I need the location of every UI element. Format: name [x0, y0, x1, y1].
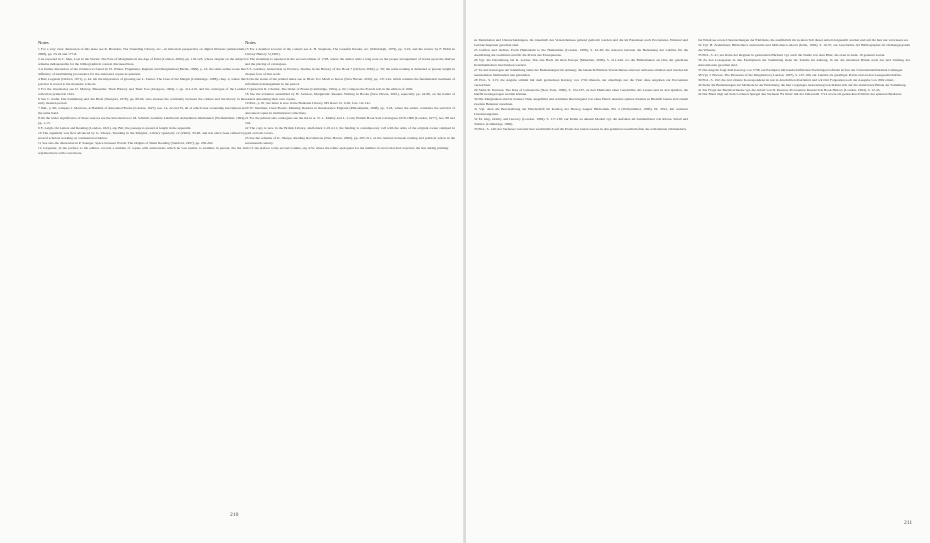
column-heading: Notes: [38, 40, 49, 45]
footnote: 24 Cf. the preface to the second volume, sig. A3v, where the editor apologises for the number of errors that had crept into the text during printing.: [245, 146, 449, 151]
footnote: 23 See the remarks of K. Sharpe, Reading Revolutions (New Haven, 2000), pp. 295-311, on the relation between reading and political action in the seventeenth century.: [245, 136, 455, 146]
footnote: 34 Vgl. H. Zedelmaier, Bibliotheca universalis und bibliotheca selecta (Köln, 1992), S. 19-37, zur Geschichte der Bibliographie als Ordnungssystem des Wissens.: [698, 42, 910, 52]
footnote: 13 For a detailed account of the context see A. B. Stephens, The Grateful Reader, etc. (Edinburgh, 1979), pp. 3-19, and the review by F. Holm in Library History 5 (1981).: [245, 47, 455, 56]
footnote: 17 Quoted in R. Chartier, The Order of Books (Cambridge, 1994), p. 62; compare the French text in the edition of 1692.: [245, 86, 414, 91]
page-number-left: 210: [230, 512, 239, 518]
right-page-column-2: [698, 38, 910, 97]
footnote: 38 Vgl. J. Brewer, The Pleasures of the Imagination (London, 1997), S. 167-190, zur Lektüre als geselliger Praxis und zu den Lesegesellschaften.: [698, 72, 902, 77]
footnote: 33 Ebd., S. 140; der Verfasser verweist hier ausdrücklich auf die Praxis des lauten Lesens in den gelehrten Gesellschaften des achtzehnten Jahrhunderts.: [474, 127, 687, 132]
right-page: [466, 0, 930, 543]
footnote: 3 A further discussion of the evidence is found in: H. Winter, Fragmente, Register und Marginalien (Berlin, 1999), p. 41; the same author notes the difficulty of establishing provenance for the annotated copies in question.: [38, 66, 245, 76]
footnote: 1 For a very clear discussion of this issue see R. Brandon, The Unending Library, etc., an historical perspective on digital libraries (Amsterdam, 2008), pp. 23-24 and 177-8.: [38, 47, 245, 56]
left-page-column-2: [245, 40, 455, 151]
footnote: 21 For the printed sale catalogues see the list in A. N. L. Munby and L. Coral, British Book Sale Catalogues 1676-1800 (London, 1977), nos. 88 and 104.: [245, 116, 455, 126]
footnote: 27 Zu den Katalogen der Sammlung siehe die Bemerkungen im Anhang; die handschriftlichen Verzeichnisse sind nur teilweise erhalten und wurden im neunzehnten Jahrhundert neu gebunden.: [474, 67, 688, 77]
footnote: 14 The statement is repeated in the second edition of 1728, where the author adds a long note on the proper arrangement of books upon the shelves and the placing of catalogues.: [245, 56, 455, 66]
column-heading: Notes: [245, 40, 256, 45]
footnote: 11 See also the discussion in P. Saenger, Space between Words: The Origins of Silent Reading (Stanford, 1997), pp. 256-262.: [38, 141, 214, 146]
footnote: 28 Ebd., S. 213; die Angabe stimmt mit dem gedruckten Katalog von 1704 überein, der allerdings nur die Titel ohne Angaben zur Provenienz verzeichnet.: [474, 77, 688, 87]
footnote: 9 E. Leigh, On Letters and Reading (London, 1621), sig. B2r; the passage is quoted at length in the appendix.: [38, 126, 192, 131]
footnote: bis Windrose sowie Untersuchungen der Einbände, die ausführlich im zweiten Teil dieser Arbeit dargestellt werden und auf die hier nur verwiesen sei.: [698, 38, 909, 42]
footnote: 19 Ibid., p. 81; the letter is now in the Bodleian Library, MS Rawl. D. 1120, fols. 12r-14v.: [245, 101, 371, 106]
footnote: 41 Zur Frage der Besitzvermerke vgl. die Arbeit von D. Pearson, Provenance Research in Book History (London, 1994), S. 12-45.: [698, 87, 881, 92]
right-page-column-1: [474, 38, 688, 132]
footnote: 20 W. Sherman, Used Books: Marking Readers in Renaissance England (Philadelphia, 2008), pp. 3-24, where the author considers the survival of annotated copies in institutional collections.: [245, 106, 455, 116]
footnote: 39 Ebd., S. 192; die dort zitierte Korrespondenz ist nur in Abschriften überliefert und wird im Folgenden nach der Ausgabe von 1802 zitiert.: [698, 77, 895, 82]
footnote: 5 For the inventories see D. Murray, Museums: Their History and Their Use (Glasgow, 1904), i. pp. 211-219, and the catalogue of the Leiden collection printed in 1612.: [38, 86, 245, 96]
footnote: 36 Zu den Lesespuren in den Exemplaren der Sammlung siehe die Tabelle im Anhang, in der die einzelnen Bände nach Art und Umfang der Annotationen geordnet sind.: [698, 57, 910, 67]
footnote: 40 Siehe die Bemerkungen zur Methode in der Einleitung; die hier vorgelegte Auswertung beschränkt sich auf die datierbaren Bände der Sammlung.: [698, 82, 907, 87]
footnote: zu Merkmalen und Unterscheidungen, die innerhalb des Verzeichnisses geltend gemacht werden und die im Einzelnen nach Provenienz, Einband und Gebrauchsspuren geordnet sind.: [474, 38, 688, 47]
footnote: 32 M. Ong, Orality and Literacy (London, 1982), S. 117-138; zur Kritik an diesem Modell vgl. die Aufsätze im Sammelband von Raven, Small und Tadmor (Cambridge, 1996).: [474, 117, 688, 127]
footnote: 16 On the status of the printed index see A. Blair, Too Much to Know (New Haven, 2010), pp. 137-144, which remains the fundamental treatment of information management in the period.: [245, 76, 455, 86]
footnote: 7 Ibid., p. 96; compare J. Marlowe, A Handlist of Annotated Books (London, 1927), nos. 14, 22 and 35, all of which bear ownership inscriptions in the same hand.: [38, 106, 245, 116]
footnote: 26 Vgl. die Darstellung bei K. Garber, Das alte Buch im alten Europa (München, 2006), S. 211-240, wo die Bibliotheken als Orte der gelehrten Kommunikation beschrieben werden.: [474, 57, 688, 67]
footnote: 31 Vgl. dazu die Beschreibung der Handschrift im Katalog der Herzog August Bibliothek, Bd. 4 (Wolfenbüttel, 1900), Nr. 3012, mit weiteren Literaturangaben.: [474, 107, 688, 117]
footnote: 29 Siehe R. Darnton, The Kiss of Lamourette (New York, 1990), S. 154-187, zu den Methoden einer Geschichte des Lesens und zu den Quellen, die hierfür herangezogen werden können.: [474, 87, 688, 97]
footnote: 18 See the evidence assembled by H. Jackson, Marginalia: Readers Writing in Books (New Haven, 2001), especially pp. 44-80, on the habits of readers annotating their own copies.: [245, 91, 455, 101]
left-page: [0, 0, 464, 543]
footnote: 15 S. Gardner, Annotation as Practice, Studies in the History of the Book 7 (Oxford, 2002), p. 58; the same reading is defended at greater length in chapter four of that work.: [245, 66, 455, 76]
page-number-right: 211: [904, 520, 913, 526]
footnote: 30 Die Marginalien sind in brauner Tinte ausgeführt und stammen überwiegend von einer Hand; einzelne spätere Zusätze in Bleistift lassen sich einem zweiten Benutzer zuordnen.: [474, 97, 688, 107]
left-page-column-1: [38, 40, 245, 156]
footnote: 37 Die Angabe folgt dem Katalog von 1738; ein Exemplar mit handschriftlichen Nachträgen befindet sich in der Universitätsbibliothek Göttingen.: [698, 67, 904, 72]
footnote: 10 The argument was first advanced by G. Thorpe, 'Reading in the Margins', Library Quarterly 12 (1962), 33-48, and has since been refined by several scholars working on continental evidence.: [38, 131, 245, 141]
footnote: 35 Ebd., S. 41; zur Rolle der Register in gedruckten Büchern vgl. auch die Studie von Ann Blair, die oben in Anm. 16 genannt wurde.: [698, 52, 886, 57]
footnote: 6 See C. Kuhn, Die Sammlung und das Buch (Stuttgart, 1978), pp. 89-94, who stresses the continuity between the cabinet and the library in the early modern period.: [38, 96, 245, 106]
footnote: 8 On the wider significance of these sources see the introduction to M. Schmitt, Gelehrte Lektüre im siebzehnten Jahrhundert (Wolfenbüttel, 1993), pp. 1-15.: [38, 116, 245, 126]
footnote: 4 Bell, Legends (Oxford, 1971), p. 44. On the importance of glossing see L. Turner, The Uses of the Margin (Cambridge, 1988), chap. 2, where the practice is traced to the monastic schools.: [38, 76, 245, 86]
footnote: 25 Grafton und Jardine, From Humanism to the Humanities (London, 1986), S. 42-48; die Autoren betonen die Bedeutung der Lektüre für die Ausbildung der Gelehrten und für die Praxis des Exzerpierens.: [474, 47, 688, 57]
footnote: 12 Carpenter, in the preface to his edition, records a number of copies with annotations which he was unable to examine in person; the list is reprinted here with corrections.: [38, 146, 245, 156]
footnote: 22 The copy is now in the British Library, shelf-mark C.45.d.11; the binding is contemporary calf with the arms of the original owner stamped in gold on both covers.: [245, 126, 455, 136]
footnote: 42 Der Band trägt auf dem vorderen Spiegel den Vermerk 'Ex libris' mit der Jahreszahl 1714 sowie ein gedrucktes Exlibris des späteren Besitzers.: [698, 92, 903, 97]
footnote: 2 As reported in C. Mee, Lost in the Stacks: The Fate of Marginalia in the Age of Print (London, 2004), pp. 118-123, whose chapter on the subject remains indispensable for the bibliographical context discussed here.: [38, 56, 245, 66]
